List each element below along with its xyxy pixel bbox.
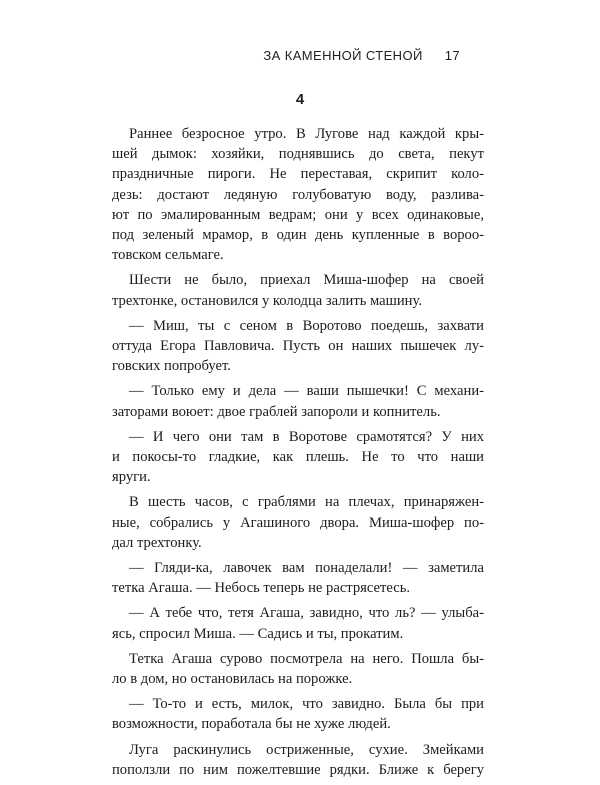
text-line: ют по эмалированным ведрам; они у всех одинаковые, (112, 206, 484, 223)
text-line: дал трехтонку. (112, 534, 202, 551)
text-line: Раннее безросное утро. В Лугове над каждой кры- (129, 126, 484, 142)
text-line: ные, собрались у Агашиного двора. Миша-шофер по- (112, 514, 484, 531)
paragraph (112, 558, 484, 598)
text-line: и покосы-то гладкие, как плешь. Не то что наши (112, 449, 484, 466)
text-line: возможности, поработала бы не хуже людей. (112, 716, 391, 733)
text-line: Шести не было, приехал Миша-шофер на своей (129, 272, 484, 289)
text-line: Луга раскинулись остриженные, сухие. Змейками (129, 741, 484, 758)
text-line: ло в дом, но остановилась на порожке. (112, 671, 353, 688)
paragraph (112, 694, 484, 734)
text-line: тетка Агаша. — Небось теперь не растрясетесь. (112, 580, 410, 597)
text-line: шей дымок: хозяйки, поднявшись до света, пекут (112, 146, 484, 163)
text-line: — И чего они там в Воротове срамотятся? У них (129, 428, 484, 445)
text-line: — А тебе что, тетя Агаша, завидно, что ль? — улыба- (129, 605, 484, 622)
paragraph (112, 316, 484, 377)
text-line: говских попробует. (112, 358, 231, 375)
text-line: — Миш, ты с сеном в Воротово поедешь, захвати (129, 317, 484, 334)
paragraph (112, 492, 484, 553)
paragraph (112, 427, 484, 488)
text-line: заторами воюет: двое граблей запороли и копнитель. (112, 403, 441, 420)
text-line: оттуда Егора Павловича. Пусть он наших пышечек лу- (112, 338, 484, 355)
page-number: 17 (444, 48, 460, 63)
paragraph (112, 124, 484, 265)
text-line: — Только ему и дела — ваши пышечки! С механи- (129, 383, 484, 400)
text-line: — Гляди-ка, лавочек вам понаделали! — заметила (129, 560, 484, 577)
paragraph (112, 740, 484, 780)
text-line: Тетка Агаша сурово посмотрела на него. Пошла бы- (129, 650, 484, 667)
text-line: трехтонке, остановился у колодца залить машину. (112, 292, 422, 309)
paragraph (112, 270, 484, 310)
running-head-title: ЗА КАМЕННОЙ СТЕНОЙ (263, 48, 423, 63)
text-line: дезь: достают ледяную голубоватую воду, разлива- (112, 186, 484, 203)
text-line: поползли по ним пожелтевшие рядки. Ближе к берегу (112, 761, 484, 778)
paragraph (112, 381, 484, 421)
running-head (263, 48, 460, 63)
paragraph (112, 649, 484, 689)
paragraph (112, 603, 484, 643)
text-line: ясь, спросил Миша. — Садись и ты, прокатим. (112, 625, 404, 642)
text-line: — То-то и есть, милок, что завидно. Была бы при (129, 696, 484, 713)
body-text (112, 124, 484, 785)
text-line: яруги. (112, 469, 151, 486)
text-line: праздничные пироги. Не переставая, скрипит коло- (112, 166, 484, 183)
chapter-number: 4 (295, 91, 305, 108)
text-line: товском сельмаге. (112, 247, 224, 264)
text-line: под зеленый мрамор, в один день купленные в вороо- (112, 227, 484, 244)
text-line: В шесть часов, с граблями на плечах, принаряжен- (129, 494, 484, 511)
